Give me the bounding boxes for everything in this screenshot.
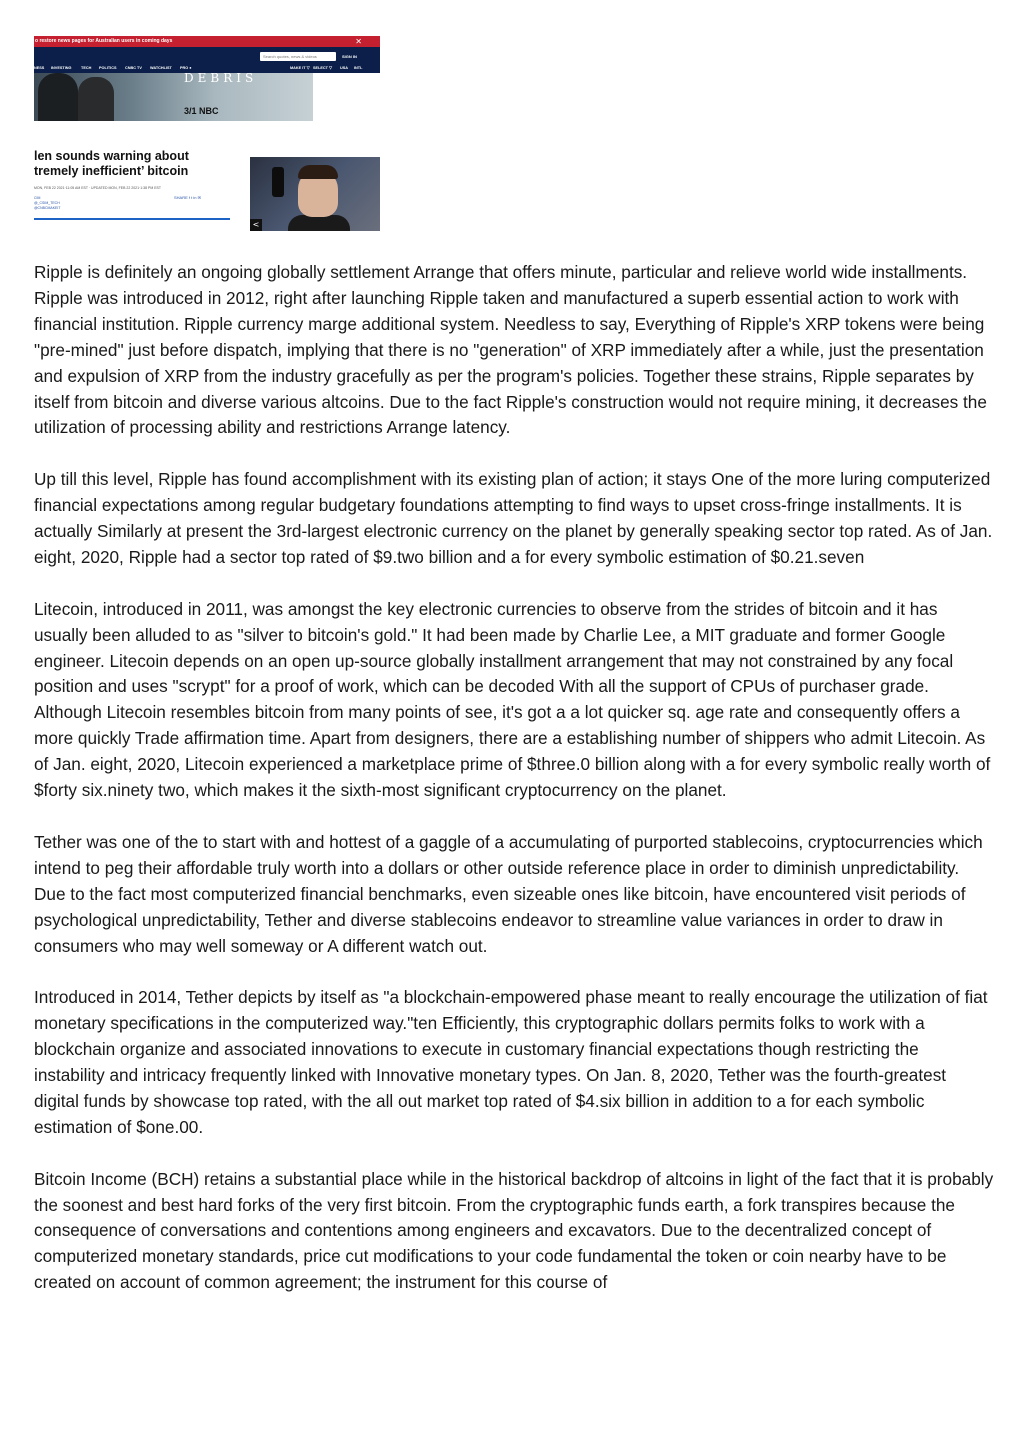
nbc-logo: 3/1 NBC (184, 106, 219, 116)
headline-divider (34, 218, 230, 220)
article-paragraph: Ripple is definitely an ongoing globally settlement Arrange that offers minute, particular and relieve world wide installments. Ripple was introduced in 2012, right after launching Ripple taken and manufactured a superb essential action to work with financial institution. Ripple currency marge additional system. Needless to say, Everything of Ripple's XRP tokens were being "pre-mined" just before dispatch, implying that there is no "generation" of XRP immediately after a while, just the presentation and expulsion of XRP from the industry gracefully as per the program's policies. Together these strains, Ripple separates by itself from bitcoin and diverse various altcoins. Due to the fact Ripple's construction would not require mining, it decreases the utilization of processing ability and restrictions Arrange latency. (34, 262, 987, 438)
author-name[interactable]: CIM (34, 196, 41, 200)
nav-item[interactable]: CNBC TV (125, 66, 142, 70)
article-paragraph: Litecoin, introduced in 2011, was amongst the key electronic currencies to observe from the strides of bitcoin and it has usually been alluded to as "silver to bitcoin's gold." It had been made by Charlie Lee, a MIT graduate and former Google engineer. Litecoin depends on an open up-source globally installment arrangement that may not constrained by any focal position and uses "scrypt" for a proof of work, which can be decoded With all the support of CPUs of purchaser grade. Although Litecoin resembles bitcoin from many points of see, it's got a a lot quicker sq. age rate and consequently offers a more quickly Trade affirmation time. Apart from designers, there are a establishing number of shippers who admit Litecoin. As of Jan. eight, 2020, Litecoin experienced a marketplace prime of $three.0 billion along with a for every symbolic really worth of $forty six.ninety two, which makes it the sixth-most significant cryptocurrency on the planet. (34, 598, 991, 801)
author-handle[interactable]: @_CSIM_TECH (34, 201, 60, 205)
article-paragraph: Bitcoin Income (BCH) retains a substantial place while in the historical backdrop of altcoins in light of the fact that it is probably the soonest and best hard forks of the very first bitcoin. From the cryptographic funds earth, a fork transpires because the consequence of conversations and contentions among engineers and excavators. Due to the decentralized concept of computerized monetary standards, price cut modifications to your code fundamental the token or coin nearby have to be created on account of common agreement; the instrument for this course of (34, 1168, 994, 1293)
nav-item[interactable]: MAKE IT ▽ (290, 66, 310, 70)
banner-text: o restore news pages for Australian users in coming days (35, 38, 173, 44)
sign-in-link[interactable]: SIGN IN (342, 54, 357, 59)
nav-item[interactable]: PRO ● (180, 66, 192, 70)
nav-item[interactable]: WATCHLIST (150, 66, 172, 70)
nav-item[interactable]: INVESTING (51, 66, 72, 70)
presenter-shirt (288, 215, 350, 231)
share-icon[interactable]: < (250, 219, 262, 231)
hero-ad-image[interactable] (34, 73, 313, 121)
share-icons[interactable]: f t in ✉ (188, 195, 201, 200)
author-handle[interactable]: @CNBCMAKEIT (34, 206, 61, 210)
microphone-icon (272, 167, 284, 197)
site-header (34, 47, 380, 73)
embedded-news-screenshot (34, 36, 380, 231)
article-paragraph: Tether was one of the to start with and hottest of a gaggle of a accumulating of purported stablecoins, cryptocurrencies which intend to peg their affordable truly worth into a dollars or other outside reference place in order to diminish unpredictability. Due to the fact most computerized financial benchmarks, even sizeable ones like bitcoin, have encountered visit periods of psychological unpredictability, Tether and diverse stablecoins endeavor to streamline value variances in order to draw in consumers who may well someway or A different watch out. (34, 831, 983, 956)
search-input[interactable]: Search quotes, news & videos (260, 52, 336, 61)
person-silhouette (38, 73, 78, 121)
nav-item[interactable]: TECH (81, 66, 92, 70)
headline-line: len sounds warning about (34, 149, 189, 163)
share-label: SHARE (174, 195, 188, 200)
article-headline (34, 149, 234, 179)
author-info (34, 196, 61, 211)
share-bar (174, 195, 201, 200)
article-timestamp: MON, FEB 22 2021·11:05 AM EST · UPDATED MON, FEB 22 2021·1:38 PM EST (34, 186, 162, 190)
video-thumbnail[interactable] (250, 157, 380, 231)
main-nav (34, 64, 380, 72)
hero-title: DEBRIS (184, 73, 258, 85)
alert-banner (34, 36, 380, 47)
article-paragraph: Up till this level, Ripple has found accomplishment with its existing plan of action; it stays One of the more luring computerized financial expectations among regular budgetary foundations attempting to find ways to upset cross-fringe installments. It is actually Similarly at present the 3rd-largest electronic currency on the planet by generally speaking sector top rated. As of Jan. eight, 2020, Ripple had a sector top rated of $9.two billion and a for every symbolic estimation of $0.21.seven (34, 469, 993, 567)
headline-line: tremely inefficient’ bitcoin (34, 164, 189, 178)
person-silhouette (78, 77, 114, 121)
nav-item[interactable]: SELECT ▽ (313, 66, 332, 70)
nav-item[interactable]: POLITICS (99, 66, 117, 70)
article-paragraph: Introduced in 2014, Tether depicts by itself as "a blockchain-empowered phase meant to really encourage the utilization of fiat monetary specifications in the computerized way."ten Efficiently, this cryptographic dollars permits folks to work with a blockchain organize and associated innovations to execute in customary financial expectations though restricting the instability and intricacy frequently linked with Innovative monetary types. On Jan. 8, 2020, Tether was the fourth-greatest digital funds by showcase top rated, with the all out market top rated of $4.six billion in addition to a for each symbolic estimation of $one.00. (34, 987, 988, 1137)
presenter-hair (298, 165, 338, 179)
nav-item[interactable]: USA (340, 66, 349, 70)
nav-item[interactable]: NESS (34, 66, 45, 70)
close-icon[interactable]: ✕ (355, 37, 362, 46)
article-body (34, 260, 994, 1322)
nav-item[interactable]: INTL (354, 66, 363, 70)
